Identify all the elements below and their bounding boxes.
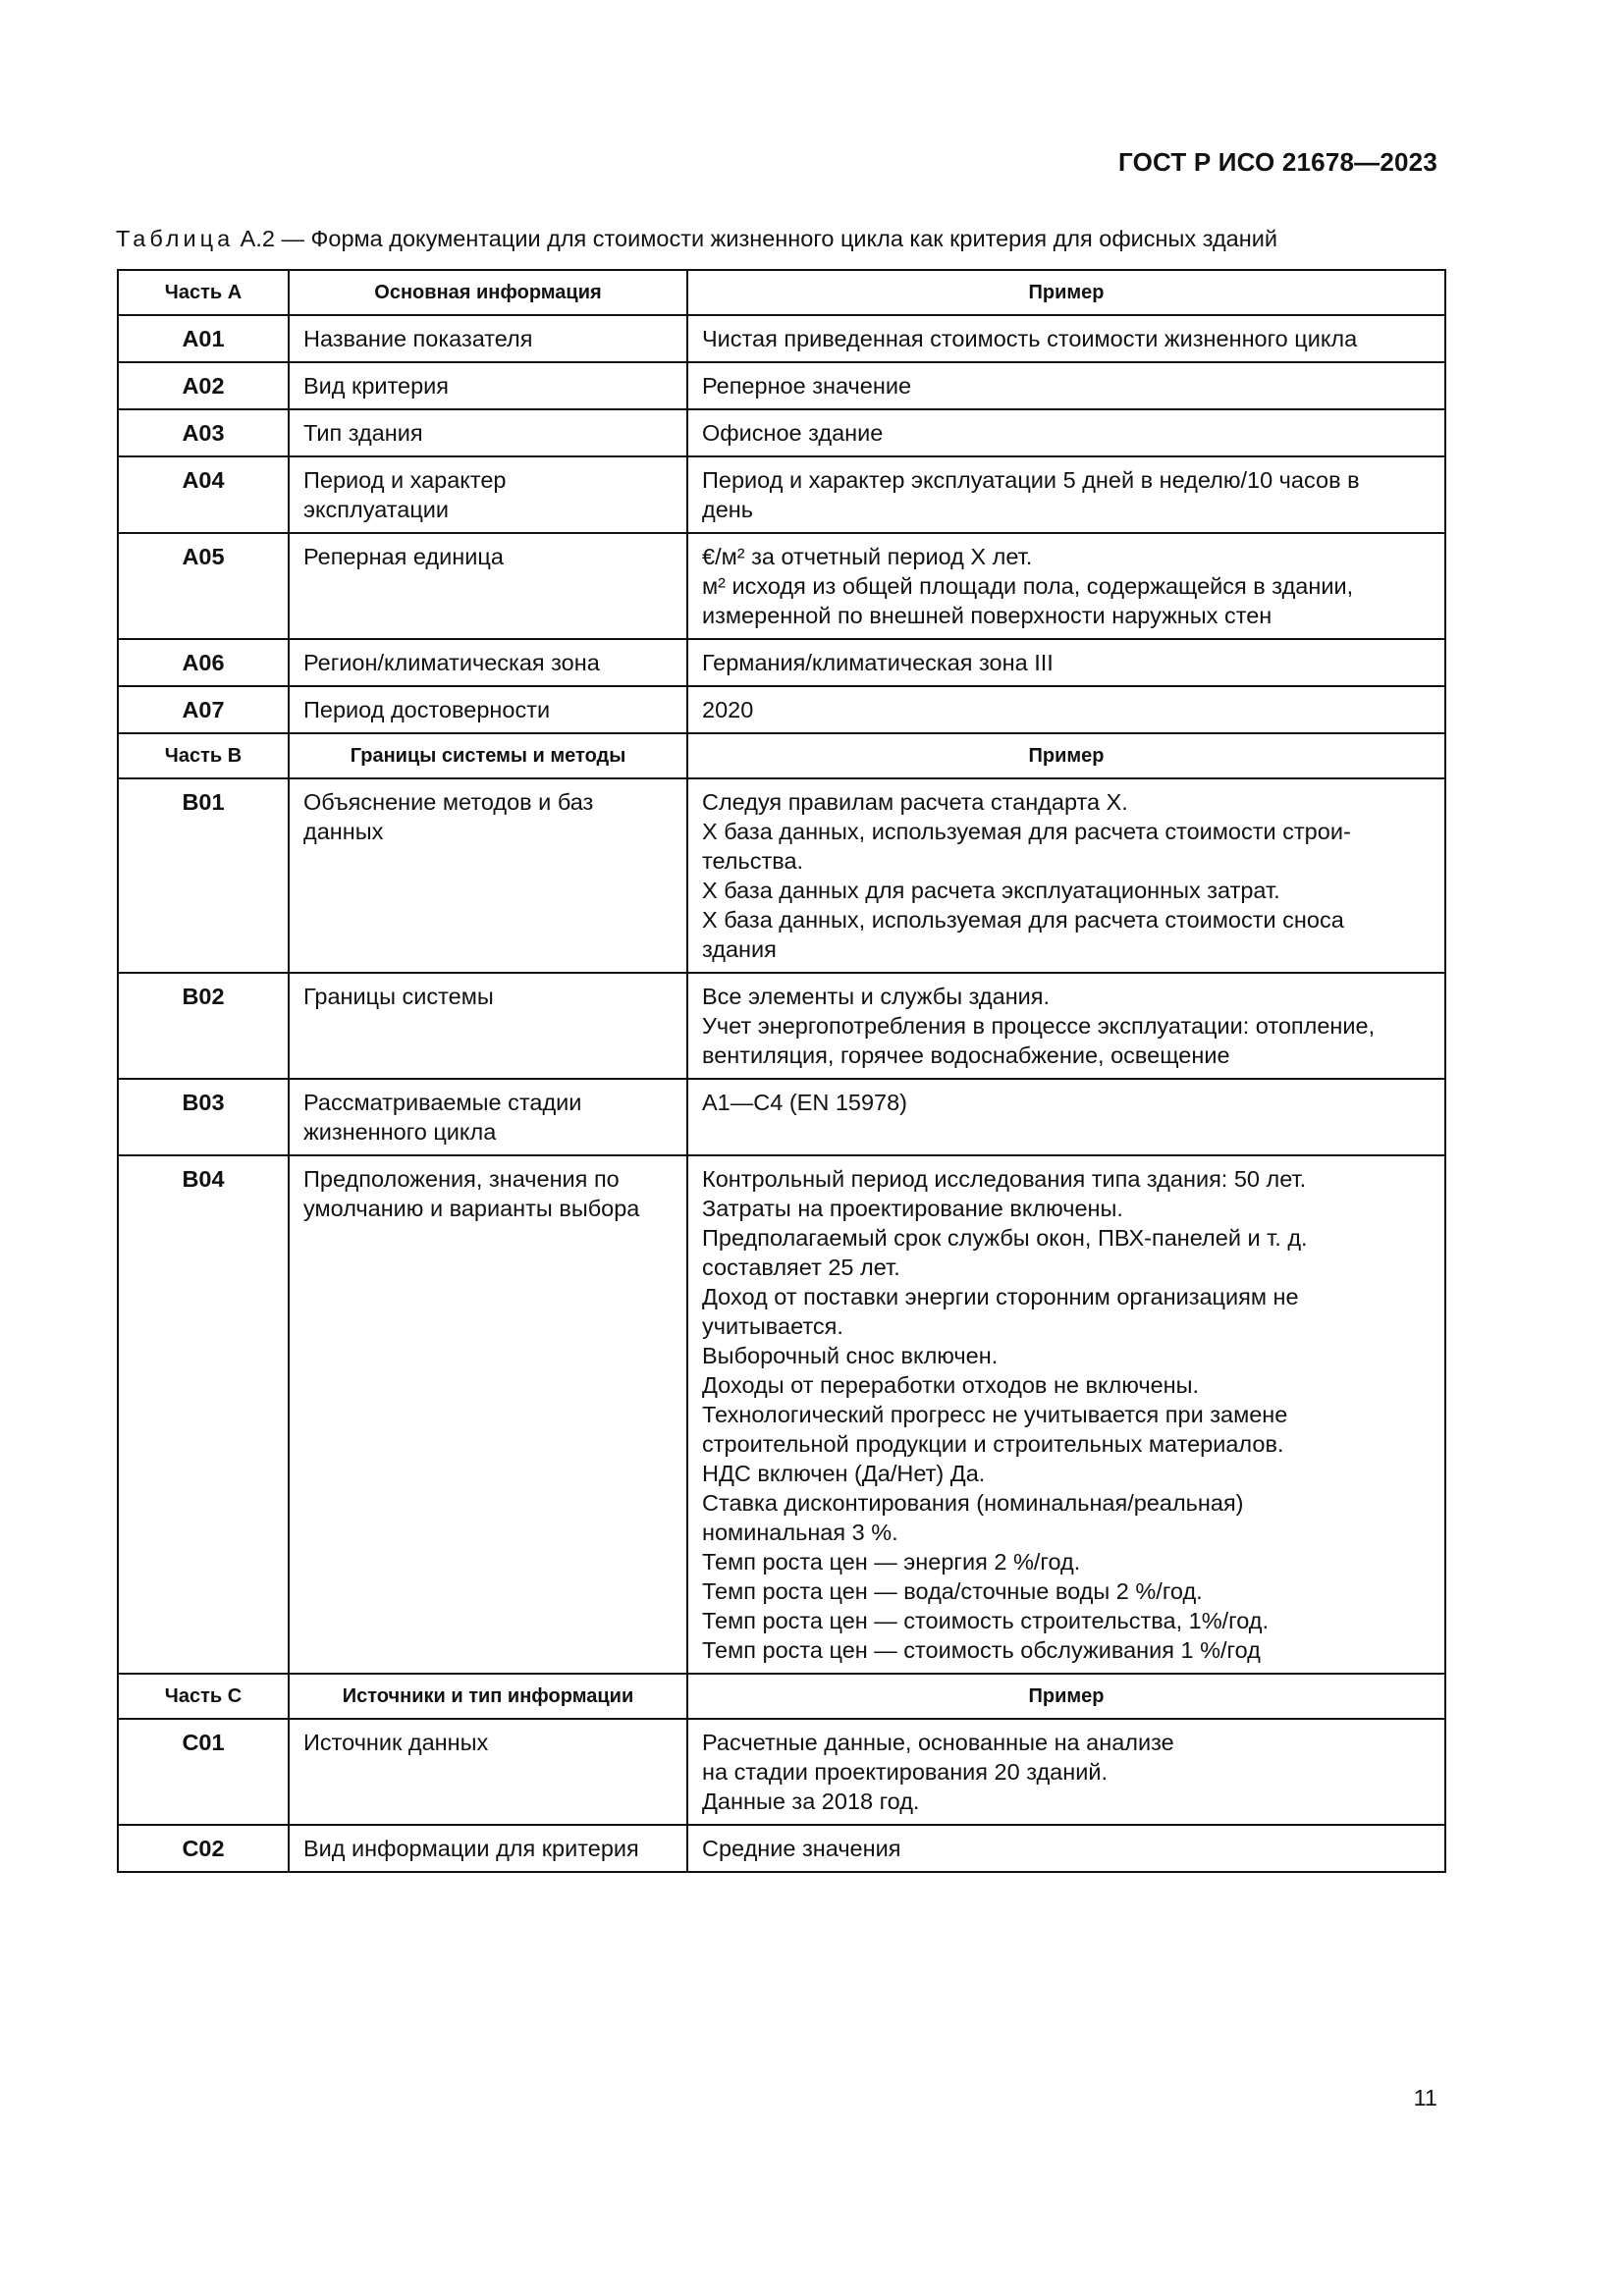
table-row (118, 1155, 1445, 1674)
example-line: Контрольный период исследования типа здания: 50 лет. (702, 1166, 1307, 1192)
label-line: Период и характер (303, 467, 507, 493)
row-label-cell (289, 1155, 687, 1674)
row-example-cell (687, 778, 1445, 973)
example-line: Темп роста цен — стоимость обслуживания 1 %/год (702, 1637, 1261, 1663)
row-code-cell: A06 (118, 639, 289, 686)
lcc-documentation-table (117, 269, 1446, 1873)
label-line: Рассматриваемые стадии (303, 1090, 582, 1115)
row-code-cell: A01 (118, 315, 289, 362)
example-line: Темп роста цен — стоимость строительства, 1%/год. (702, 1608, 1269, 1633)
label-line: Название показателя (303, 326, 533, 351)
label-line: Вид критерия (303, 373, 450, 399)
example-line: Темп роста цен — вода/сточные воды 2 %/год. (702, 1578, 1203, 1604)
example-line: Реперное значение (702, 373, 912, 399)
example-line: Средние значения (702, 1836, 901, 1861)
row-label-cell (289, 362, 687, 409)
example-line: Доход от поставки энергии сторонним организациям не (702, 1284, 1299, 1309)
row-code-cell: A03 (118, 409, 289, 456)
example-line: 2020 (702, 697, 754, 722)
example-line: тельства. (702, 848, 804, 874)
row-example-cell (687, 456, 1445, 533)
example-line: учитывается. (702, 1313, 843, 1339)
example-line: Учет энергопотребления в процессе эксплуатации: отопление, (702, 1013, 1376, 1039)
row-code-cell: C01 (118, 1719, 289, 1825)
label-line: Период достоверности (303, 697, 551, 722)
example-line: составляет 25 лет. (702, 1255, 900, 1280)
example-line: X база данных для расчета эксплуатационных затрат. (702, 878, 1280, 903)
section-example-header-cell: Пример (687, 1674, 1445, 1719)
row-example-cell (687, 409, 1445, 456)
row-example-cell (687, 362, 1445, 409)
example-line: Период и характер эксплуатации 5 дней в неделю/10 часов в (702, 467, 1360, 493)
label-line: Объяснение методов и баз (303, 789, 594, 815)
table-row (118, 1079, 1445, 1155)
row-example-cell (687, 1155, 1445, 1674)
row-label-cell (289, 686, 687, 733)
label-line: эксплуатации (303, 497, 450, 522)
row-code-cell: B01 (118, 778, 289, 973)
row-example-cell (687, 973, 1445, 1079)
label-line: умолчанию и варианты выбора (303, 1196, 640, 1221)
example-line: Расчетные данные, основанные на анализе (702, 1730, 1174, 1755)
example-line: на стадии проектирования 20 зданий. (702, 1759, 1109, 1785)
example-line: Все элементы и службы здания. (702, 984, 1051, 1009)
example-line: вентиляция, горячее водоснабжение, освещение (702, 1042, 1230, 1068)
example-line: Затраты на проектирование включены. (702, 1196, 1123, 1221)
label-line: Предположения, значения по (303, 1166, 620, 1192)
row-code-cell: A02 (118, 362, 289, 409)
section-example-header-cell: Пример (687, 733, 1445, 778)
table-row (118, 533, 1445, 639)
row-label-cell (289, 315, 687, 362)
table-row (118, 973, 1445, 1079)
table-row (118, 456, 1445, 533)
row-example-cell (687, 1719, 1445, 1825)
row-label-cell (289, 778, 687, 973)
table-row (118, 362, 1445, 409)
example-line: Темп роста цен — энергия 2 %/год. (702, 1549, 1081, 1575)
row-code-cell: B04 (118, 1155, 289, 1674)
section-header-row (118, 733, 1445, 778)
row-code-cell: B02 (118, 973, 289, 1079)
example-line: Следуя правилам расчета стандарта X. (702, 789, 1128, 815)
example-line: НДС включен (Да/Нет) Да. (702, 1461, 986, 1486)
row-example-cell (687, 1079, 1445, 1155)
row-label-cell (289, 1825, 687, 1872)
example-line: A1—C4 (EN 15978) (702, 1090, 907, 1115)
table-row (118, 639, 1445, 686)
section-header-row (118, 1674, 1445, 1719)
table-row (118, 1825, 1445, 1872)
example-line: строительной продукции и строительных материалов. (702, 1431, 1284, 1457)
row-label-cell (289, 1719, 687, 1825)
row-example-cell (687, 639, 1445, 686)
row-label-cell (289, 639, 687, 686)
label-line: жизненного цикла (303, 1119, 497, 1145)
table-row (118, 778, 1445, 973)
example-line: здания (702, 936, 777, 962)
row-code-cell: A07 (118, 686, 289, 733)
label-line: данных (303, 819, 384, 844)
example-line: Чистая приведенная стоимость стоимости жизненного цикла (702, 326, 1358, 351)
example-line: €/м² за отчетный период X лет. (702, 544, 1033, 569)
example-line: Германия/климатическая зона III (702, 650, 1054, 675)
example-line: м² исходя из общей площади пола, содержащейся в здании, (702, 573, 1354, 599)
label-line: Источник данных (303, 1730, 489, 1755)
row-code-cell: B03 (118, 1079, 289, 1155)
section-example-header-cell: Пример (687, 270, 1445, 315)
row-label-cell (289, 973, 687, 1079)
row-example-cell (687, 1825, 1445, 1872)
row-example-cell (687, 533, 1445, 639)
page-number: 11 (1413, 2085, 1437, 2110)
example-line: Доходы от переработки отходов не включены. (702, 1372, 1200, 1398)
row-example-cell (687, 315, 1445, 362)
section-title-cell: Границы системы и методы (289, 733, 687, 778)
row-label-cell (289, 533, 687, 639)
example-line: Технологический прогресс не учитывается при замене (702, 1402, 1288, 1427)
section-part-cell: Часть В (118, 733, 289, 778)
example-line: номинальная 3 %. (702, 1520, 898, 1545)
table-row (118, 409, 1445, 456)
section-title-cell: Основная информация (289, 270, 687, 315)
row-label-cell (289, 409, 687, 456)
caption-prefix: Таблица (116, 226, 235, 251)
table-row (118, 315, 1445, 362)
label-line: Тип здания (303, 420, 423, 446)
label-line: Регион/климатическая зона (303, 650, 600, 675)
table-caption (116, 226, 1277, 252)
example-line: Предполагаемый срок службы окон, ПВХ-панелей и т. д. (702, 1225, 1308, 1251)
label-line: Вид информации для критерия (303, 1836, 639, 1861)
row-code-cell: C02 (118, 1825, 289, 1872)
example-line: измеренной по внешней поверхности наружных стен (702, 603, 1272, 628)
example-line: Офисное здание (702, 420, 884, 446)
example-line: X база данных, используемая для расчета стоимости строи- (702, 819, 1351, 844)
label-line: Реперная единица (303, 544, 504, 569)
example-line: день (702, 497, 754, 522)
row-example-cell (687, 686, 1445, 733)
section-title-cell: Источники и тип информации (289, 1674, 687, 1719)
row-label-cell (289, 1079, 687, 1155)
example-line: Данные за 2018 год. (702, 1789, 920, 1814)
caption-text: А.2 — Форма документации для стоимости жизненного цикла как критерия для офисных зданий (234, 226, 1277, 251)
section-part-cell: Часть С (118, 1674, 289, 1719)
row-code-cell: A05 (118, 533, 289, 639)
section-header-row (118, 270, 1445, 315)
example-line: X база данных, используемая для расчета стоимости сноса (702, 907, 1344, 933)
label-line: Границы системы (303, 984, 494, 1009)
example-line: Выборочный снос включен. (702, 1343, 999, 1368)
table-row (118, 686, 1445, 733)
row-code-cell: A04 (118, 456, 289, 533)
example-line: Ставка дисконтирования (номинальная/реальная) (702, 1490, 1244, 1516)
table-row (118, 1719, 1445, 1825)
section-part-cell: Часть А (118, 270, 289, 315)
document-code: ГОСТ Р ИСО 21678—2023 (1117, 147, 1437, 177)
row-label-cell (289, 456, 687, 533)
